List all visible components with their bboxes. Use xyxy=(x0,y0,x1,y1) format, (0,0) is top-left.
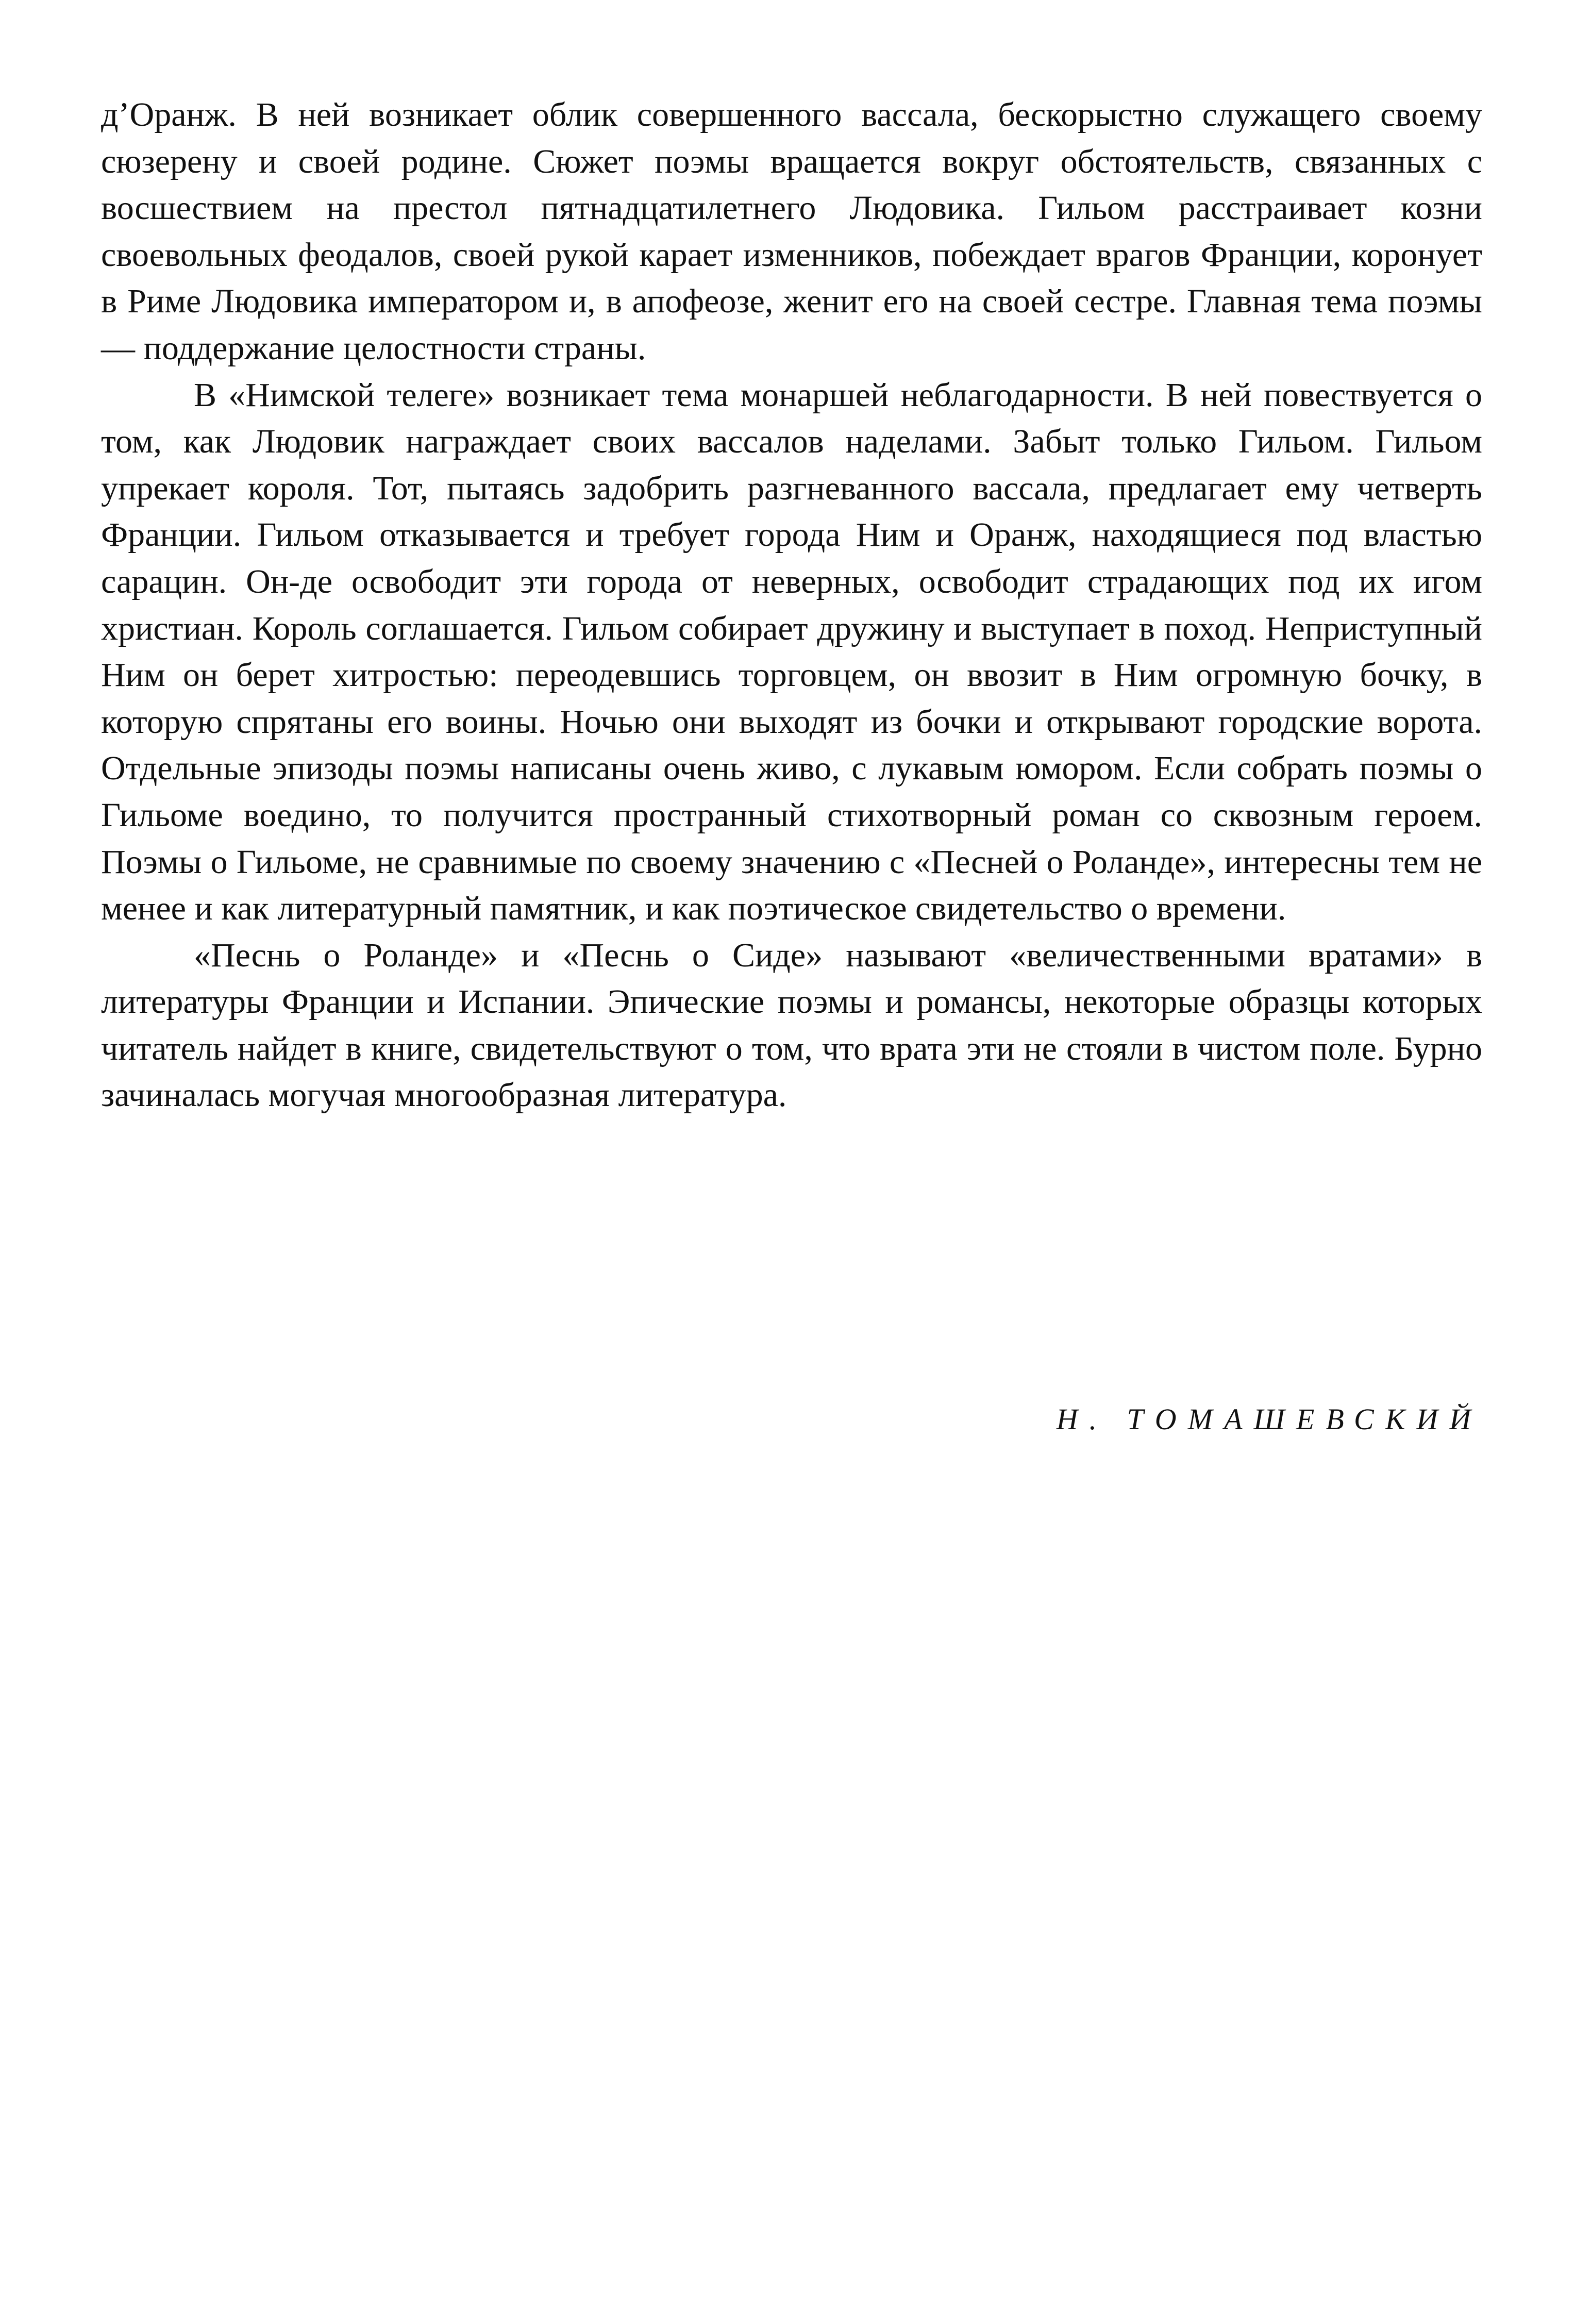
author-signature: Н. ТОМАШЕВСКИЙ xyxy=(1056,1402,1482,1436)
body-text xyxy=(101,92,1482,1119)
paragraph-conclusion: «Песнь о Роланде» и «Песнь о Сиде» называют «величественными вратами» в литературы Франции и Испании. Эпические поэмы и романсы, некоторые образцы которых читатель найдет в книге, свидетельствуют о том, что врата эти не стояли в чистом поле. Бурно зачиналась могучая многообразная литература. xyxy=(101,936,1482,1114)
paragraph-continuation: д’Оранж. В ней возникает облик совершенного вассала, бескорыстно служащего своему сюзерену и своей родине. Сюжет поэмы вращается вокруг обстоятельств, связанных с восшествием на престол пятнадцатилетнего Людовика. Гильом расстраивает козни своевольных феодалов, своей рукой карает изменников, побеждает врагов Франции, коронует в Риме Людовика императором и, в апофеозе, женит его на своей сестре. Главная тема поэмы — поддержание целостности страны. xyxy=(101,96,1482,367)
paragraph-nimes-cart: В «Нимской телеге» возникает тема монаршей неблагодарности. В ней повествуется о том, как Людовик награждает своих вассалов наделами. Забыт только Гильом. Гильом упрекает короля. Тот, пытаясь задобрить разгневанного вассала, предлагает ему четверть Франции. Гильом отказывается и требует города Ним и Оранж, находящиеся под властью сарацин. Он-де освободит эти города от неверных, освободит страдающих под их игом христиан. Король соглашается. Гильом собирает дружину и выступает в поход. Неприступный Ним он берет хитростью: переодевшись торговцем, он ввозит в Ним огромную бочку, в которую спрятаны его воины. Ночью они выходят из бочки и открывают городские ворота. Отдельные эпизоды поэмы написаны очень живо, с лукавым юмором. Если собрать поэмы о Гильоме воедино, то получится пространный стихотворный роман со сквозным героем. Поэмы о Гильоме, не сравнимые по своему значению с «Песней о Роланде», интересны тем не менее и как литературный памятник, и как поэтическое свидетельство о времени. xyxy=(101,376,1482,928)
